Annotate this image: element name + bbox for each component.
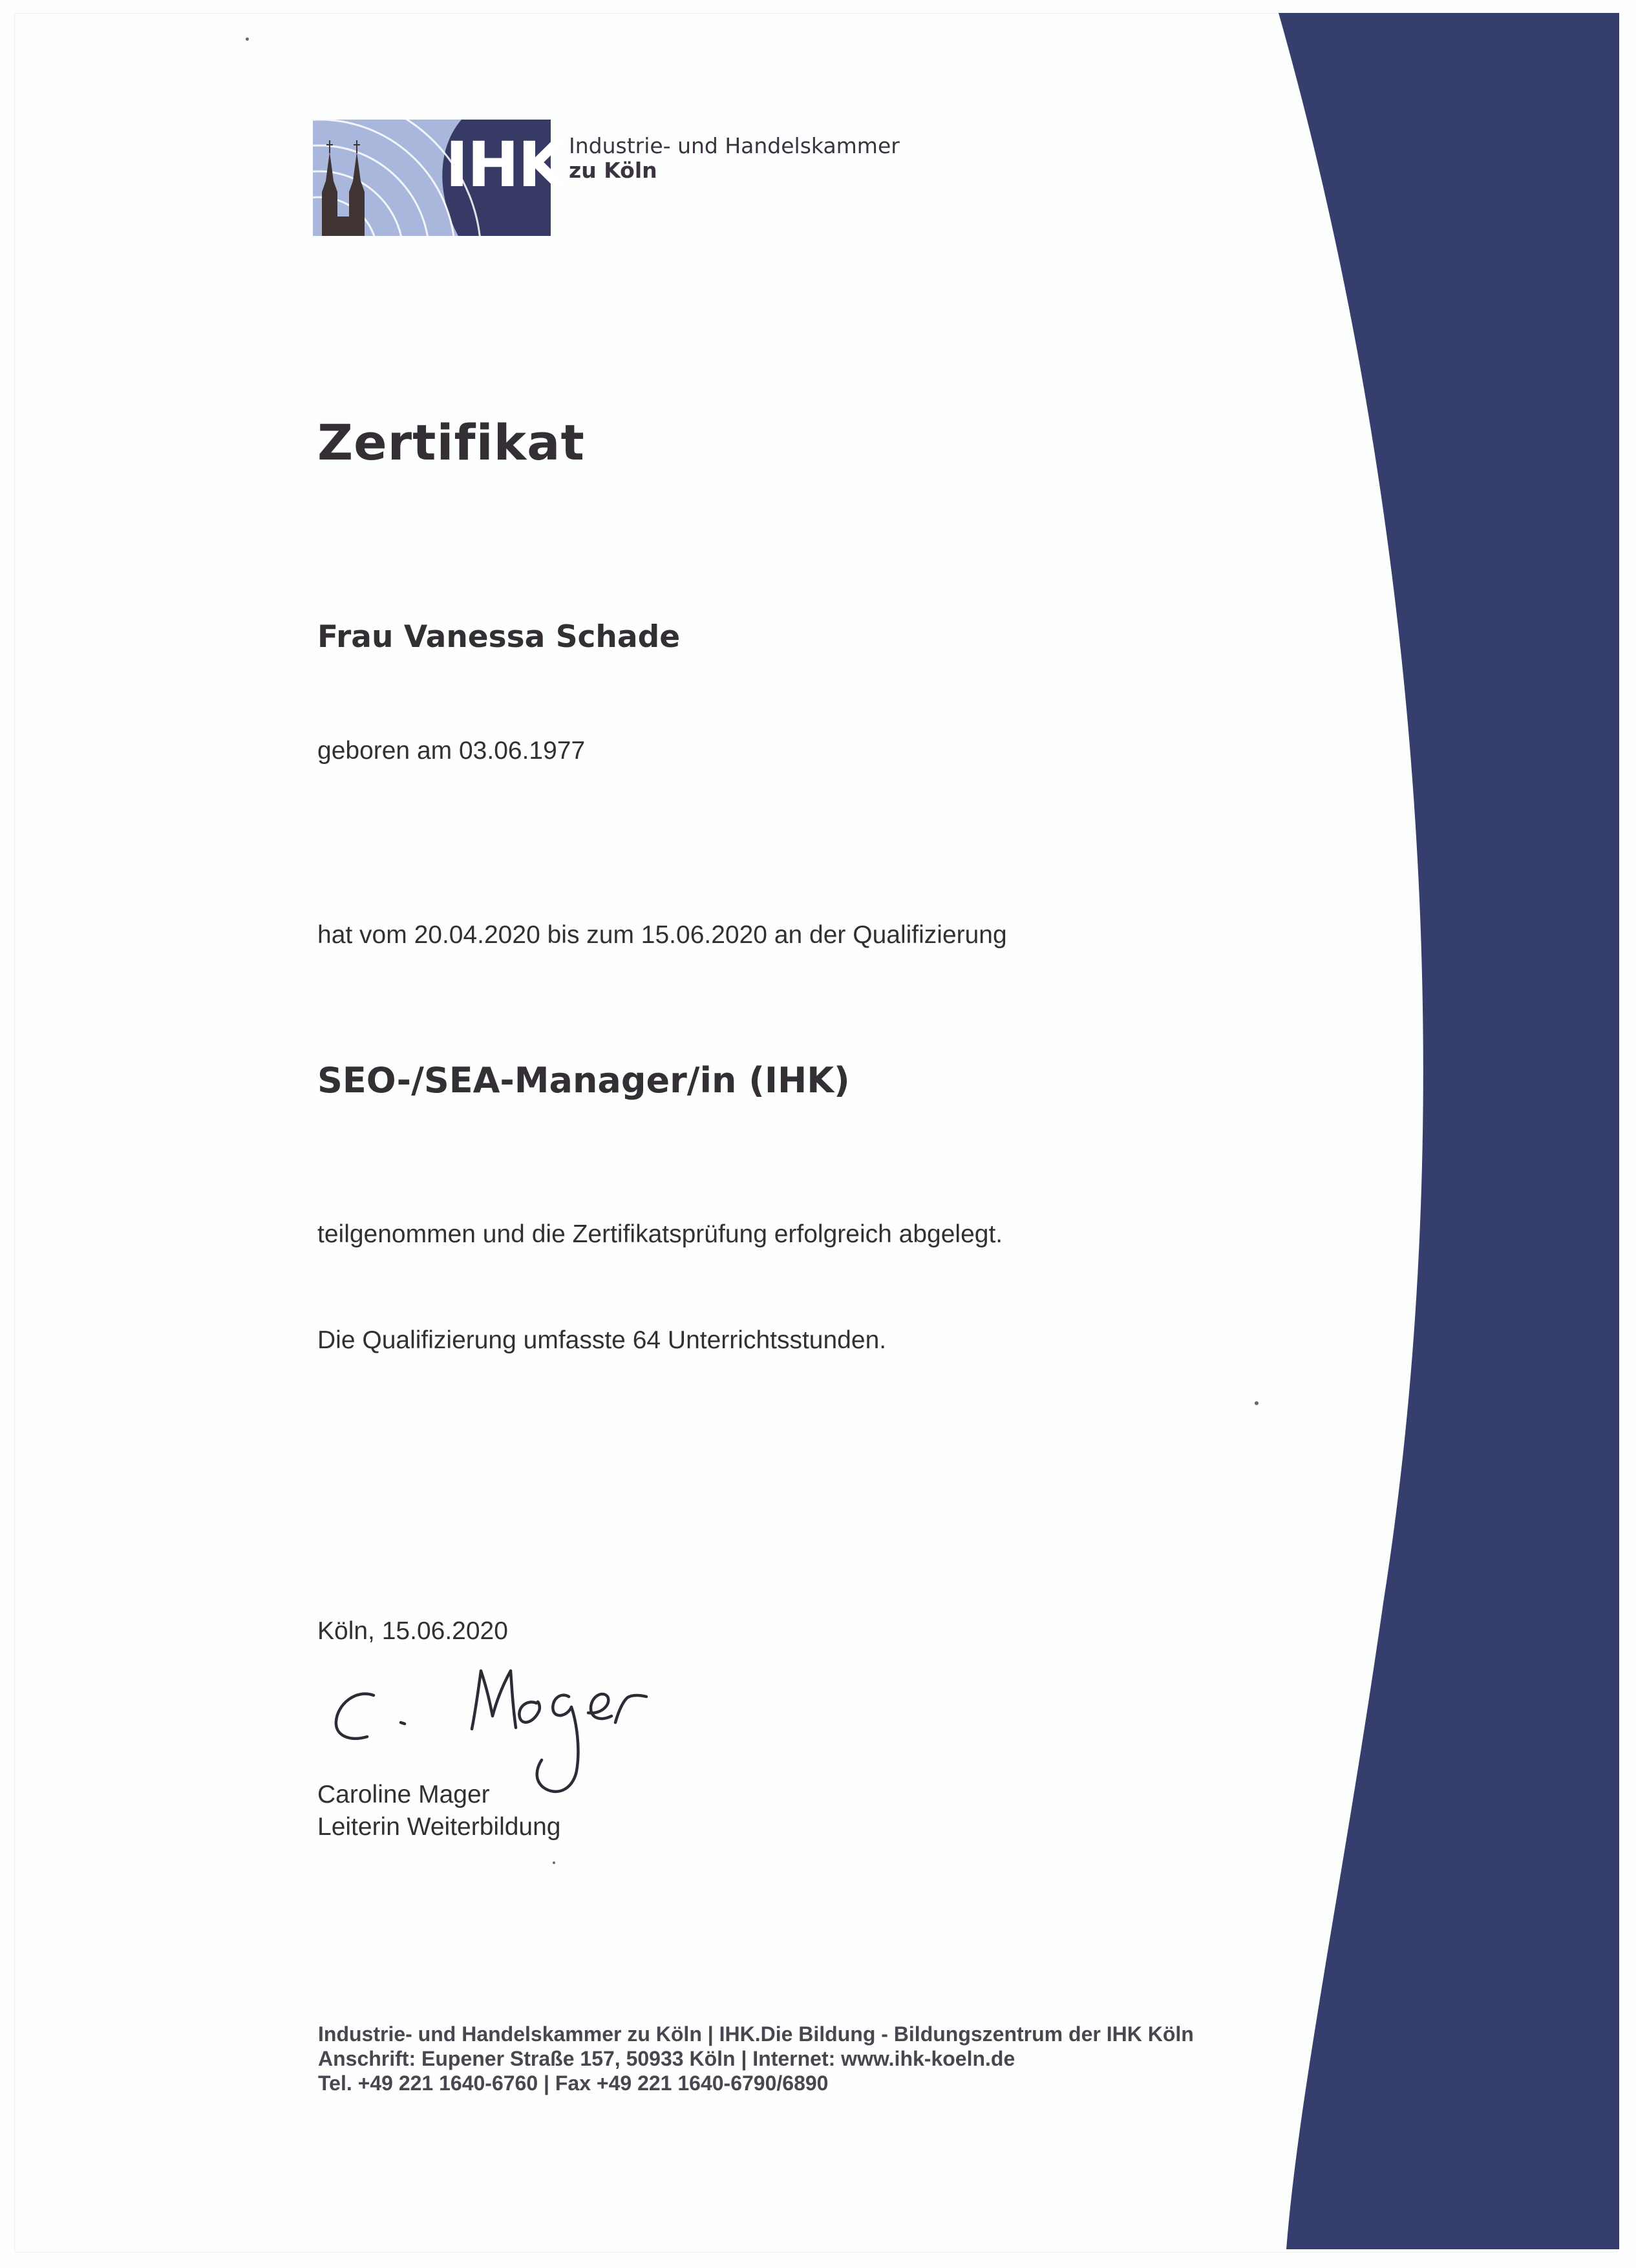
place-and-date: Köln, 15.06.2020	[317, 1617, 508, 1645]
logo-org-name	[569, 134, 900, 183]
qualification-name: SEO-/SEA-Manager/in (IHK)	[317, 1060, 850, 1101]
signer-role: Leiterin Weiterbildung	[317, 1813, 561, 1841]
completion-statement: teilgenommen und die Zertifikatsprüfung erfolgreich abgelegt.	[317, 1220, 1003, 1248]
course-period: hat vom 20.04.2020 bis zum 15.06.2020 an der Qualifizierung	[317, 921, 1007, 949]
logo-org-line1: Industrie- und Handelskammer	[569, 133, 900, 158]
logo-org-line2: zu Köln	[569, 158, 657, 183]
recipient-name: Frau Vanessa Schade	[317, 619, 681, 655]
birth-date: geboren am 03.06.1977	[317, 737, 586, 765]
signer-name: Caroline Mager	[317, 1781, 490, 1808]
scan-speck	[1255, 1401, 1259, 1405]
footer-line2: Anschrift: Eupener Straße 157, 50933 Köln | Internet: www.ihk-koeln.de	[318, 2047, 1015, 2070]
course-hours: Die Qualifizierung umfasste 64 Unterrichtsstunden.	[317, 1326, 887, 1354]
certificate-title: Zertifikat	[317, 414, 585, 471]
ihk-logo	[313, 120, 565, 236]
footer-line3: Tel. +49 221 1640-6760 | Fax +49 221 1640-6790/6890	[318, 2072, 829, 2095]
footer-address	[318, 2022, 1194, 2095]
scan-speck	[246, 37, 249, 41]
footer-line1: Industrie- und Handelskammer zu Köln | IHK.Die Bildung - Bildungszentrum der IHK Köln	[318, 2022, 1194, 2046]
logo-emblem	[313, 120, 565, 236]
logo-letters: IHK	[445, 129, 565, 201]
scan-speck	[553, 1861, 555, 1864]
